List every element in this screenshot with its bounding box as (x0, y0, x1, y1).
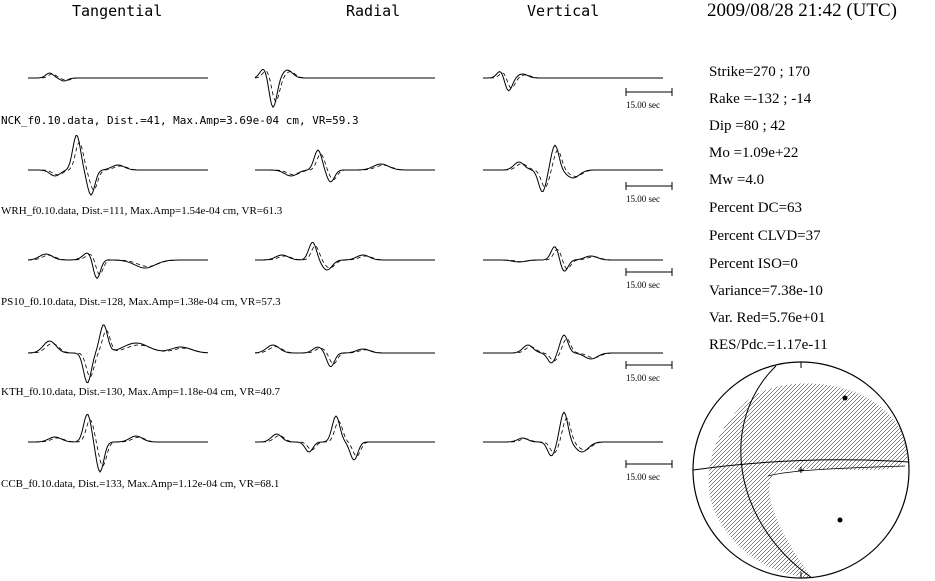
time-scale-bars (626, 88, 672, 468)
time-scale-label-kth: 15.00 sec (626, 373, 660, 383)
time-scale-label-wrh: 15.00 sec (626, 194, 660, 204)
synthetic-trace-tangential-4 (28, 330, 208, 376)
param-magnitude: Mw =4.0 (709, 172, 765, 188)
time-scale-bar-1 (626, 88, 672, 96)
synthetic-trace-radial-5 (255, 421, 435, 456)
focal-mechanism-beachball (693, 362, 909, 578)
synthetic-trace-vertical-4 (483, 339, 663, 361)
station-label-ps10: PS10_f0.10.data, Dist.=128, Max.Amp=1.38e-04 cm, VR=57.3 (1, 296, 281, 308)
param-variance: Variance=7.38e-10 (709, 283, 823, 299)
time-scale-label-ccb: 15.00 sec (626, 472, 660, 482)
synthetic-trace-radial-3 (255, 246, 435, 268)
station-label-ccb: CCB_f0.10.data, Dist.=133, Max.Amp=1.12e-04 cm, VR=68.1 (1, 478, 280, 490)
time-scale-bar-3 (626, 268, 672, 276)
time-scale-label-ps10: 15.00 sec (626, 280, 660, 290)
synthetic-trace-vertical-1 (483, 73, 663, 88)
param-strike: Strike=270 ; 170 (709, 64, 810, 80)
column-title-vertical: Vertical (527, 2, 600, 20)
synthetic-trace-vertical-3 (483, 250, 663, 269)
station-label-kth: KTH_f0.10.data, Dist.=130, Max.Amp=1.18e-04 cm, VR=40.7 (1, 386, 281, 398)
station-label-nck: NCK_f0.10.data, Dist.=41, Max.Amp=3.69e-04 cm, VR=59.3 (1, 114, 359, 127)
observed-trace-vertical-3 (483, 247, 663, 271)
observed-trace-radial-4 (255, 345, 435, 367)
param-dip: Dip =80 ; 42 (709, 118, 786, 134)
waveform-traces (28, 69, 663, 472)
synthetic-trace-tangential-2 (28, 142, 208, 190)
observed-trace-vertical-1 (483, 72, 663, 91)
observed-trace-tangential-1 (28, 73, 208, 81)
observed-trace-radial-5 (255, 416, 435, 460)
param-rake: Rake =-132 ; -14 (709, 91, 812, 107)
synthetic-trace-tangential-5 (28, 420, 208, 466)
time-scale-bar-2 (626, 182, 672, 190)
synthetic-trace-tangential-1 (28, 74, 208, 80)
observed-trace-tangential-4 (28, 325, 208, 383)
time-scale-label-nck: 15.00 sec (626, 100, 660, 110)
time-scale-bar-4 (626, 361, 672, 369)
synthetic-trace-radial-4 (255, 347, 435, 364)
param-percent-clvd: Percent CLVD=37 (709, 228, 821, 244)
observed-trace-radial-1 (255, 69, 435, 107)
param-percent-dc: Percent DC=63 (709, 200, 803, 216)
column-title-radial: Radial (346, 2, 401, 20)
event-datetime: 2009/08/28 21:42 (UTC) (707, 0, 897, 21)
p-axis-marker (843, 396, 848, 401)
param-moment: Mo =1.09e+22 (709, 145, 799, 161)
observed-trace-radial-2 (255, 150, 435, 182)
synthetic-trace-radial-2 (255, 154, 435, 179)
t-axis-marker (838, 518, 843, 523)
column-title-tangential: Tangential (72, 2, 163, 20)
observed-trace-tangential-5 (28, 415, 208, 472)
station-label-wrh: WRH_f0.10.data, Dist.=111, Max.Amp=1.54e-04 cm, VR=61.3 (1, 205, 283, 217)
synthetic-trace-tangential-3 (28, 254, 208, 274)
synthetic-trace-vertical-5 (483, 418, 663, 453)
param-res-pdc: RES/Pdc.=1.17e-11 (709, 337, 828, 353)
observed-trace-vertical-2 (483, 145, 663, 191)
observed-trace-radial-3 (255, 242, 435, 270)
param-variance-red: Var. Red=5.76e+01 (709, 310, 826, 326)
time-scale-bar-5 (626, 460, 672, 468)
observed-trace-vertical-5 (483, 412, 663, 455)
param-percent-iso: Percent ISO=0 (709, 256, 798, 272)
compressional-quadrant (709, 383, 908, 578)
observed-trace-tangential-2 (28, 135, 208, 195)
